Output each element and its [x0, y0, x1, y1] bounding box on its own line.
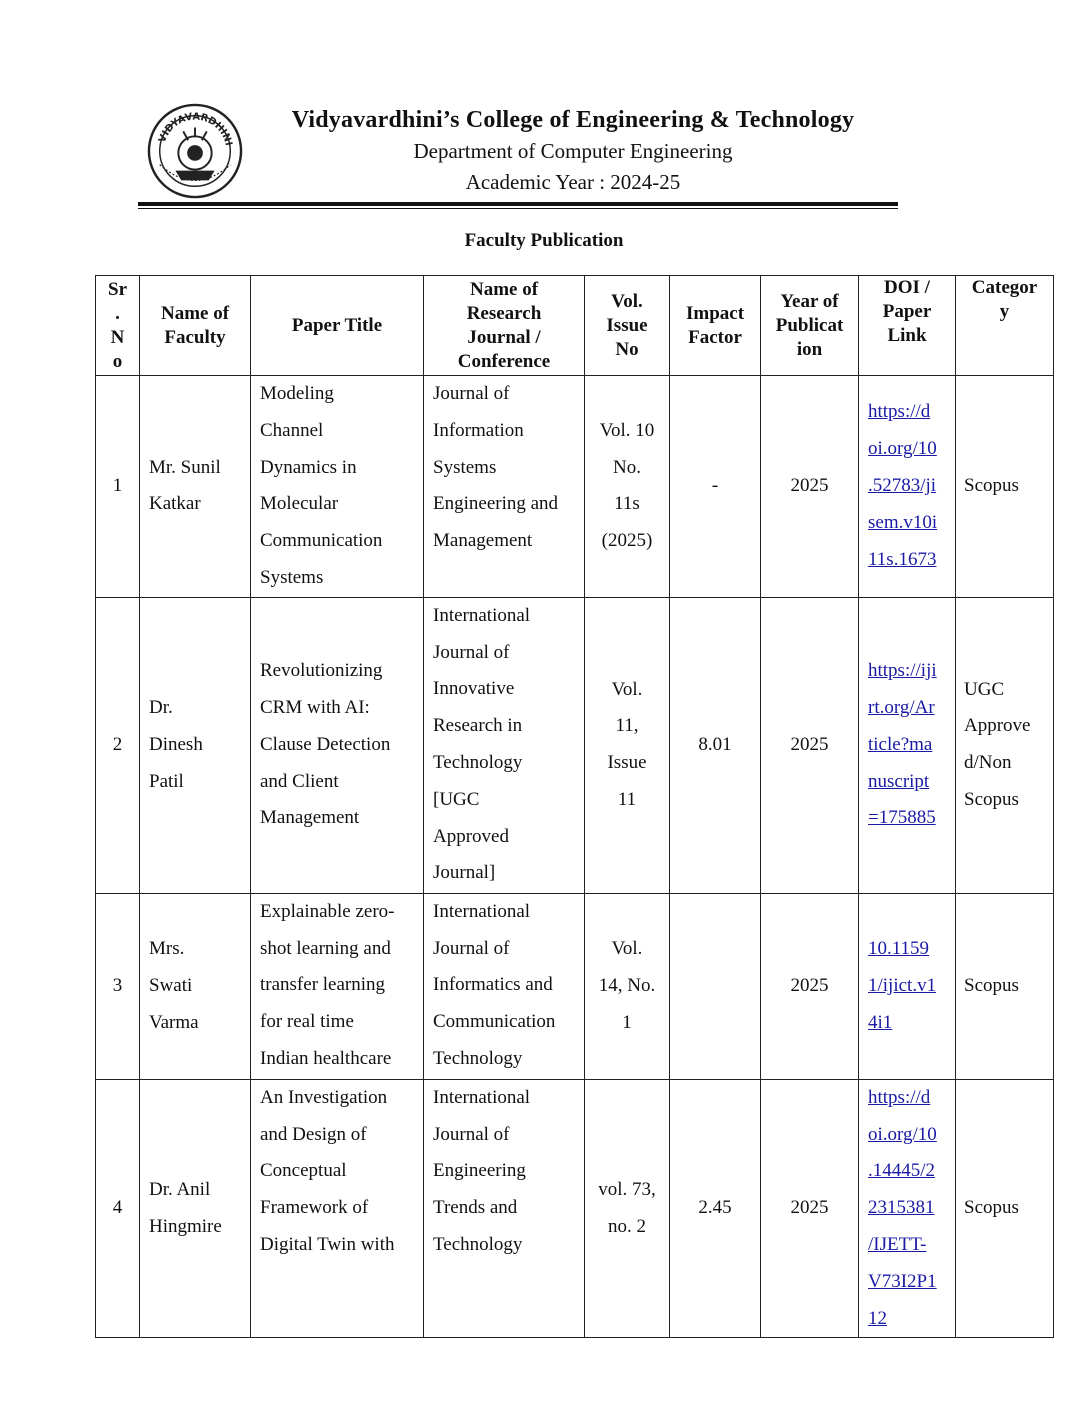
paper-title-cell: An Investigation and Design of Conceptual Framework of Digital Twin with [251, 1079, 424, 1338]
doi-cell [859, 597, 956, 893]
vol-issue-cell: Vol. 10 No. 11s (2025) [585, 376, 670, 598]
paper-title-cell: Modeling Channel Dynamics in Molecular Communication Systems [251, 376, 424, 598]
col-category-header: Categor y [956, 276, 1054, 376]
sr-no-cell: 1 [96, 376, 140, 598]
year-cell: 2025 [761, 597, 859, 893]
impact-factor-cell: - [670, 376, 761, 598]
department-name: Department of Computer Engineering [413, 139, 733, 163]
journal-cell: International Journal of Informatics and Communication Technology [424, 893, 585, 1079]
col-paper-title-header: Paper Title [251, 276, 424, 376]
vol-issue-cell: Vol. 14, No. 1 [585, 893, 670, 1079]
category-cell: UGC Approve d/Non Scopus [956, 597, 1054, 893]
vol-issue-cell: Vol. 11, Issue 11 [585, 597, 670, 893]
sr-no-cell: 2 [96, 597, 140, 893]
faculty-cell: Dr. Dinesh Patil [140, 597, 251, 893]
table-header-row [96, 276, 1054, 376]
letterhead [138, 98, 898, 210]
year-cell: 2025 [761, 376, 859, 598]
col-journal-header: Name of Research Journal / Conference [424, 276, 585, 376]
col-sr-no-header: Sr . N o [96, 276, 140, 376]
col-vol-issue-header: Vol. Issue No [585, 276, 670, 376]
year-cell: 2025 [761, 1079, 859, 1338]
vol-issue-cell: vol. 73, no. 2 [585, 1079, 670, 1338]
category-cell: Scopus [956, 376, 1054, 598]
journal-cell: International Journal of Engineering Trends and Technology [424, 1079, 585, 1338]
table-row [96, 376, 1054, 598]
impact-factor-cell [670, 893, 761, 1079]
sr-no-cell: 3 [96, 893, 140, 1079]
header-divider [138, 202, 898, 206]
doi-cell [859, 376, 956, 598]
table-row [96, 597, 1054, 893]
college-name: Vidyavardhini’s College of Engineering & Technology [291, 107, 855, 133]
faculty-cell: Mrs. Swati Varma [140, 893, 251, 1079]
doi-cell [859, 893, 956, 1079]
col-doi-header: DOI / Paper Link [859, 276, 956, 376]
col-faculty-header: Name of Faculty [140, 276, 251, 376]
table-row [96, 893, 1054, 1079]
category-cell: Scopus [956, 893, 1054, 1079]
doi-link[interactable]: https://iji rt.org/Ar ticle?ma nuscript =175885 [868, 660, 937, 829]
college-emblem-icon [146, 102, 244, 200]
table-row [96, 1079, 1054, 1338]
col-impact-factor-header: Impact Factor [670, 276, 761, 376]
header-divider-thin [138, 208, 898, 209]
publication-table [95, 275, 1054, 1338]
sr-no-cell: 4 [96, 1079, 140, 1338]
doi-link[interactable]: https://d oi.org/10 .52783/ji sem.v10i 11s.1673 [868, 401, 938, 570]
journal-cell: Journal of Information Systems Engineering and Management [424, 376, 585, 598]
academic-year: Academic Year : 2024-25 [465, 170, 681, 194]
doi-link[interactable]: https://d oi.org/10 .14445/2 2315381 /IJETT- V73I2P1 12 [868, 1086, 937, 1329]
impact-factor-cell: 8.01 [670, 597, 761, 893]
impact-factor-cell: 2.45 [670, 1079, 761, 1338]
page-title: Faculty Publication [464, 230, 624, 251]
faculty-cell: Mr. Sunil Katkar [140, 376, 251, 598]
paper-title-cell: Explainable zero- shot learning and transfer learning for real time Indian healthcare [251, 893, 424, 1079]
emblem-text: VIDYAVARDHINI [156, 111, 234, 147]
journal-cell: International Journal of Innovative Research in Technology [UGC Approved Journal] [424, 597, 585, 893]
category-cell: Scopus [956, 1079, 1054, 1338]
letterhead-text [248, 104, 898, 198]
doi-link[interactable]: 10.1159 1/ijict.v1 4i1 [868, 938, 937, 1033]
col-year-header: Year of Publicat ion [761, 276, 859, 376]
paper-title-cell: Revolutionizing CRM with AI: Clause Detection and Client Management [251, 597, 424, 893]
doi-cell [859, 1079, 956, 1338]
year-cell: 2025 [761, 893, 859, 1079]
faculty-cell: Dr. Anil Hingmire [140, 1079, 251, 1338]
